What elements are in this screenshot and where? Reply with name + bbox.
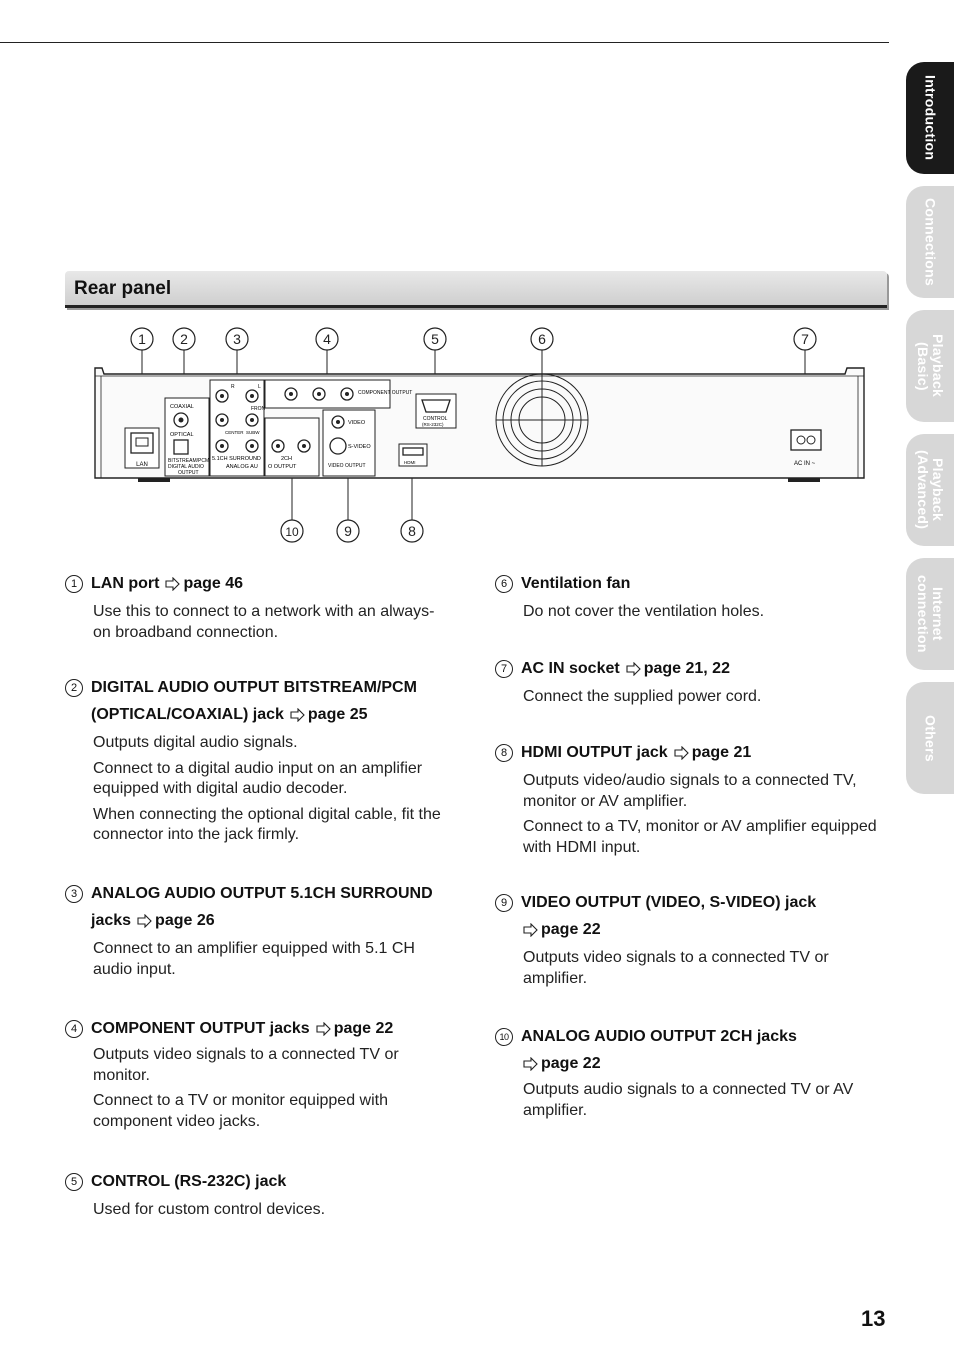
label-o-output: O OUTPUT	[268, 464, 297, 470]
page-arrow-icon	[165, 577, 181, 591]
item-desc: Connect the supplied power cord.	[523, 688, 762, 705]
item-ventilation-fan	[495, 570, 890, 628]
rear-panel-diagram	[88, 320, 878, 550]
page-arrow-icon	[290, 708, 306, 722]
label-2ch: 2CH	[281, 456, 293, 462]
tab-introduction[interactable]	[906, 62, 954, 174]
callout-text-3: 3	[233, 331, 241, 347]
callout-text-2: 2	[180, 331, 188, 347]
tab-label: Connections	[922, 197, 939, 287]
label-l: L	[258, 384, 261, 390]
item-number: 5	[65, 1173, 83, 1191]
item-page-ref: page 22	[541, 1055, 601, 1072]
item-desc: Connect to a TV or monitor equipped with component video jacks.	[93, 1092, 388, 1130]
label-control: CONTROL	[423, 416, 448, 422]
label-subw: SUBW	[246, 430, 260, 435]
item-number: 3	[65, 885, 83, 903]
item-page-ref: page 22	[541, 921, 601, 938]
page-number: 13	[861, 1306, 886, 1331]
item-desc: Outputs video signals to a connected TV or amplifier.	[523, 949, 829, 987]
page-arrow-icon	[626, 662, 642, 676]
label-analog: ANALOG AU	[226, 464, 258, 470]
item-desc: Connect to a digital audio input on an amplifier equipped with digital audio decoder.	[93, 759, 423, 797]
item-component-output	[65, 1015, 445, 1137]
item-desc: Connect to an amplifier equipped with 5.1 CH audio input.	[93, 940, 415, 978]
item-title: AC IN socket	[521, 660, 620, 677]
callout-text-6: 6	[538, 331, 546, 347]
label-rs232c: (RS-232C)	[422, 422, 444, 427]
item-page-ref: page 22	[333, 1020, 394, 1037]
label-video-output: VIDEO OUTPUT	[328, 463, 366, 469]
item-title: CONTROL (RS-232C) jack	[91, 1173, 287, 1190]
label-hdmi: HDMI	[404, 460, 416, 465]
section-title: Rear panel	[74, 278, 172, 299]
label-digital-audio: DIGITAL AUDIO	[168, 464, 204, 470]
callout-text-10: 10	[285, 525, 299, 539]
callout-text-5: 5	[431, 331, 439, 347]
label-center: CENTER	[225, 430, 244, 435]
item-number: 8	[495, 744, 513, 762]
tab-playback-basic[interactable]	[906, 310, 954, 422]
item-title: COMPONENT OUTPUT jacks	[91, 1020, 310, 1037]
fan	[496, 374, 588, 466]
label-video: VIDEO	[348, 420, 366, 426]
item-analog-2ch	[495, 1023, 890, 1126]
item-lan-port	[65, 570, 445, 648]
item-control-rs232c	[65, 1168, 445, 1226]
item-title: Ventilation fan	[521, 575, 631, 592]
item-number: 6	[495, 575, 513, 593]
item-desc: Outputs digital audio signals.	[93, 734, 298, 751]
label-optical: OPTICAL	[170, 432, 194, 438]
item-number: 7	[495, 660, 513, 678]
tab-label: Others	[922, 714, 939, 762]
item-desc: Outputs video/audio signals to a connected TV, monitor or AV amplifier.	[523, 772, 857, 810]
item-page-ref: page 21	[691, 744, 752, 761]
label-svideo: S-VIDEO	[348, 444, 371, 450]
item-video-output	[495, 889, 890, 994]
item-title: DIGITAL AUDIO OUTPUT BITSTREAM/PCM (OPTICAL/COAXIAL) jack	[91, 679, 417, 723]
item-desc: Do not cover the ventilation holes.	[523, 603, 765, 620]
tab-others[interactable]	[906, 682, 954, 794]
callout-text-8: 8	[408, 523, 416, 539]
label-front: FRON	[251, 406, 266, 412]
tab-label: Internet connection	[915, 575, 946, 653]
item-desc: Outputs audio signals to a connected TV or AV amplifier.	[523, 1081, 854, 1119]
callout-text-9: 9	[344, 523, 352, 539]
item-title: ANALOG AUDIO OUTPUT 5.1CH SURROUND jacks	[91, 885, 433, 929]
item-desc: Used for custom control devices.	[93, 1201, 326, 1218]
callout-text-7: 7	[801, 331, 809, 347]
tab-label: Playback (Basic)	[915, 334, 946, 398]
label-surround: 5.1CH SURROUND	[212, 456, 261, 462]
item-page-ref: page 25	[307, 706, 368, 723]
page-arrow-icon	[523, 923, 539, 937]
section-header	[65, 271, 887, 308]
label-acin: AC IN ~	[794, 461, 816, 467]
label-bitstream: BITSTREAM/PCM	[168, 458, 210, 464]
label-component: COMPONENT OUTPUT	[358, 390, 413, 396]
callout-text-1: 1	[138, 331, 146, 347]
item-number: 9	[495, 894, 513, 912]
label-coaxial: COAXIAL	[170, 404, 194, 410]
tab-internet-connection[interactable]	[906, 558, 954, 670]
item-number: 1	[65, 575, 83, 593]
page-arrow-icon	[316, 1022, 332, 1036]
page-arrow-icon	[523, 1057, 539, 1071]
item-number: 2	[65, 679, 83, 697]
tab-label: Playback (Advanced)	[915, 450, 946, 530]
item-desc: When connecting the optional digital cable, fit the connector into the jack firmly.	[93, 805, 441, 843]
label-r: R	[231, 384, 235, 390]
item-page-ref: page 21, 22	[643, 660, 730, 677]
label-lan: LAN	[136, 462, 148, 468]
tab-label: Introduction	[922, 75, 939, 161]
item-hdmi-output	[495, 739, 890, 863]
item-title: VIDEO OUTPUT (VIDEO, S-VIDEO) jack	[521, 894, 817, 911]
item-title: HDMI OUTPUT jack	[521, 744, 668, 761]
item-desc: Connect to a TV, monitor or AV amplifier equipped with HDMI input.	[523, 818, 877, 856]
item-page-ref: page 26	[155, 912, 215, 929]
item-desc: Outputs video signals to a connected TV or monitor.	[93, 1046, 399, 1084]
item-title: ANALOG AUDIO OUTPUT 2CH jacks	[521, 1028, 797, 1045]
item-title: LAN port	[91, 575, 160, 592]
item-number: 4	[65, 1020, 83, 1038]
page-arrow-icon	[137, 914, 153, 928]
top-rule	[0, 42, 889, 43]
label-output: OUTPUT	[178, 470, 199, 476]
item-analog-surround	[65, 880, 445, 985]
tab-playback-advanced[interactable]	[906, 434, 954, 546]
page-arrow-icon	[674, 746, 690, 760]
callout-text-4: 4	[323, 331, 331, 347]
item-number: 10	[495, 1028, 513, 1046]
tab-connections[interactable]	[906, 186, 954, 298]
item-digital-audio	[65, 674, 445, 851]
item-desc: Use this to connect to a network with an always-on broadband connection.	[93, 603, 435, 641]
item-page-ref: page 46	[183, 575, 244, 592]
item-ac-in	[495, 655, 890, 713]
